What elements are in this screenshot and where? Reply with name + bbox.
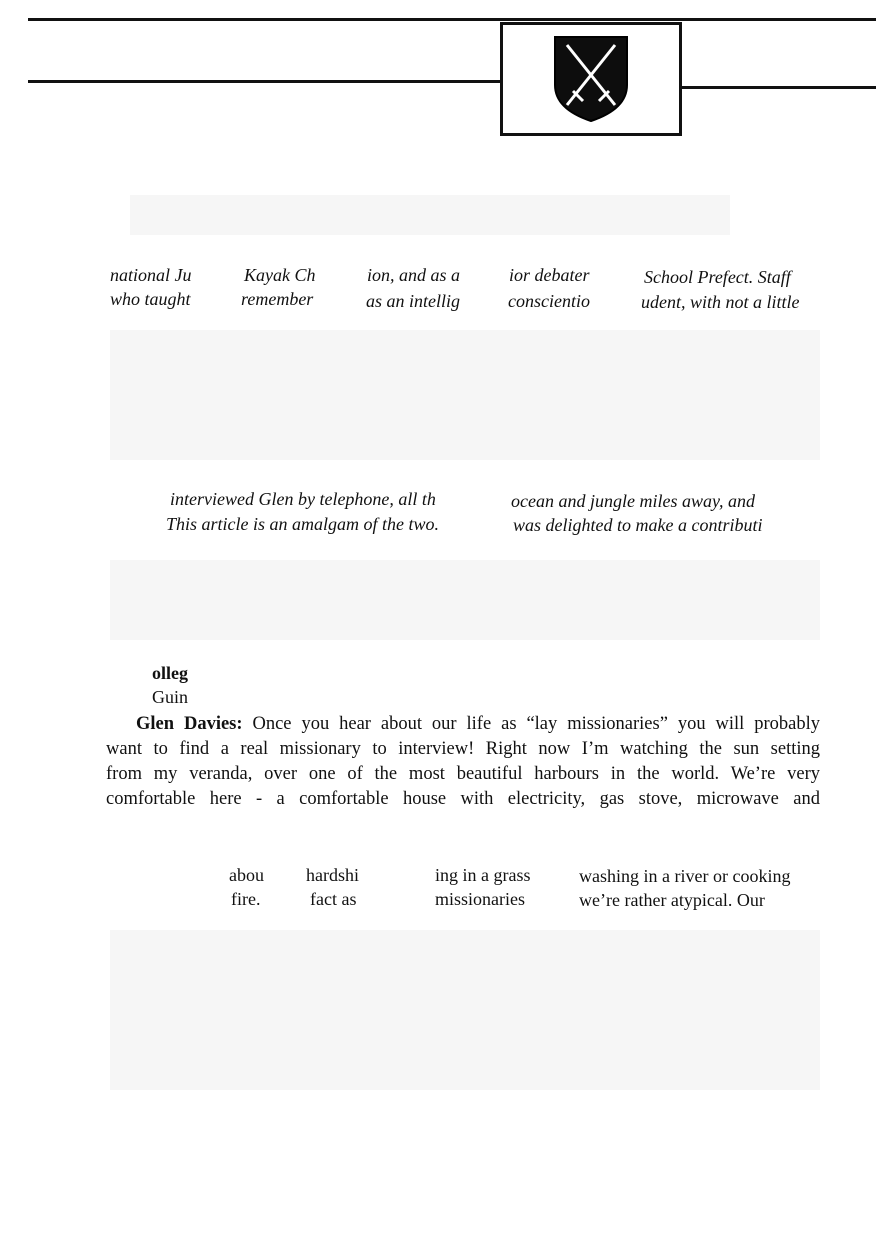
note-fragment: This article is an amalgam of the two. bbox=[166, 514, 440, 534]
note-fragment: was delighted to make a contributi bbox=[513, 515, 763, 535]
intro-fragment: remember bbox=[241, 289, 314, 309]
continuation-fragment: we’re rather atypical. Our bbox=[579, 890, 765, 910]
continuation-fragment: washing in a river or cooking bbox=[579, 866, 791, 886]
speaker-label: Glen Davies: bbox=[136, 714, 243, 734]
paragraph-line: want to find a real missionary to interview! Right now I’m watching the sun setting bbox=[106, 739, 820, 759]
crest-frame bbox=[500, 22, 682, 136]
continuation-fragment: missionaries bbox=[435, 889, 525, 909]
faded-text-block bbox=[110, 560, 820, 640]
continuation-fragment: abou bbox=[229, 865, 264, 885]
paragraph-line bbox=[136, 712, 820, 736]
intro-fragment: School Prefect. Staff bbox=[644, 267, 791, 287]
faded-text-block bbox=[130, 195, 730, 235]
paragraph-line: from my veranda, over one of the most beautiful harbours in the world. We’re very bbox=[106, 764, 820, 784]
intro-fragment: as an intellig bbox=[366, 291, 460, 311]
intro-fragment: ion, and as a bbox=[367, 265, 461, 285]
note-fragment: ocean and jungle miles away, and bbox=[511, 491, 755, 511]
intro-fragment: conscientio bbox=[508, 291, 590, 311]
section-subheading: Guin bbox=[152, 687, 188, 707]
intro-fragment: udent, with not a little bbox=[641, 292, 800, 312]
paragraph-line: comfortable here - a comfortable house with electricity, gas stove, microwave and bbox=[106, 789, 820, 809]
paragraph-text: Once you hear about our life as “lay missionaries” you will probably bbox=[252, 714, 821, 734]
faded-text-block bbox=[110, 930, 820, 1090]
intro-fragment: who taught bbox=[110, 289, 191, 309]
continuation-fragment: fact as bbox=[310, 889, 357, 909]
note-fragment: interviewed Glen by telephone, all th bbox=[170, 489, 436, 509]
continuation-fragment: hardshi bbox=[306, 865, 359, 885]
header-bottom-rule-right bbox=[680, 86, 876, 89]
continuation-fragment: ing in a grass bbox=[435, 865, 531, 885]
section-heading: olleg bbox=[152, 663, 188, 683]
continuation-fragment: fire. bbox=[231, 889, 261, 909]
header-top-rule bbox=[28, 18, 876, 21]
crossed-swords-shield-icon bbox=[551, 33, 631, 130]
intro-fragment: Kayak Ch bbox=[244, 265, 316, 285]
intro-fragment: national Ju bbox=[110, 265, 192, 285]
faded-text-block bbox=[110, 330, 820, 460]
intro-fragment: ior debater bbox=[509, 265, 590, 285]
header-bottom-rule-left bbox=[28, 80, 502, 83]
